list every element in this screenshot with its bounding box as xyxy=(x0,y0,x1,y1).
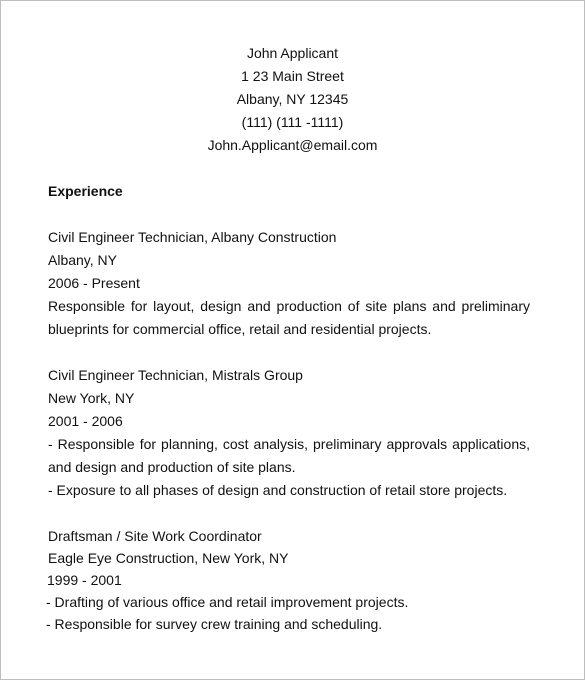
job-location: Eagle Eye Construction, New York, NY xyxy=(48,550,289,566)
job-bullet: - Responsible for survey crew training and scheduling. xyxy=(46,616,383,632)
job-entry xyxy=(48,364,530,502)
applicant-name: John Applicant xyxy=(246,45,339,61)
job-location: New York, NY xyxy=(48,390,135,406)
job-bullet: - Drafting of various office and retail improvement projects. xyxy=(46,594,409,610)
job-dates: 2001 - 2006 xyxy=(48,413,123,429)
job-title: Civil Engineer Technician, Mistrals Group xyxy=(48,367,303,383)
phone-number: (111) (111 -1111) xyxy=(241,114,344,130)
job-bullet: - Responsible for planning, cost analysis, preliminary approvals applications, and design and production of site plans. xyxy=(48,436,530,475)
city-state-zip: Albany, NY 12345 xyxy=(236,91,349,107)
email-address: John.Applicant@email.com xyxy=(207,137,378,153)
job-location: Albany, NY xyxy=(48,252,117,268)
street-address: 1 23 Main Street xyxy=(241,68,344,84)
job-title: Civil Engineer Technician, Albany Construction xyxy=(48,229,337,245)
job-bullet: - Exposure to all phases of design and construction of retail store projects. xyxy=(48,482,508,498)
job-entry xyxy=(48,226,530,341)
job-description: Responsible for layout, design and production of site plans and preliminary blueprints for commercial office, retail and residential projects. xyxy=(48,298,530,337)
contact-header xyxy=(1,42,584,157)
job-entry xyxy=(48,525,530,635)
job-dates: 1999 - 2001 xyxy=(47,572,122,588)
experience-heading: Experience xyxy=(48,183,123,199)
job-dates: 2006 - Present xyxy=(48,275,140,291)
job-title: Draftsman / Site Work Coordinator xyxy=(48,528,262,544)
